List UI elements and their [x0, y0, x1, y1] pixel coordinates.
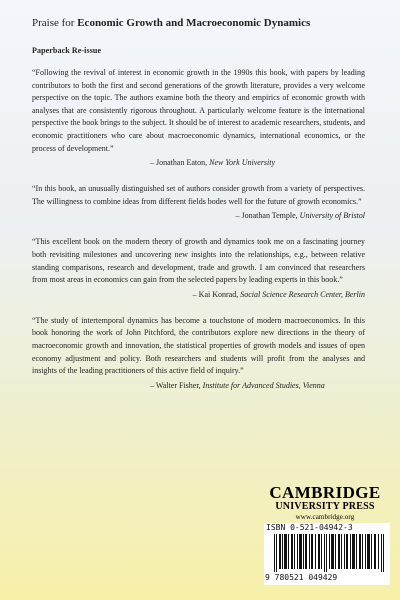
quote-text: “Following the revival of interest in economic growth in the 1990s this book, with papers by leading contributors to both the first and second generations of the growth literature, provides a very welcome perspective on the topic. The authors examine both the theory and empirics of economic growth with analyses that are consistently rigorous throughout. A particularly welcome feature is the international perspective the book brings to the subject. It should be of interest to academic researchers, students, and economic practitioners who care about macroeconomic dynamics, international economics, or the process of development.” [32, 68, 366, 153]
quote-attribution [32, 380, 365, 392]
barcode-digits: 9 780521 049429 [265, 573, 338, 582]
paperback-reissue-heading: Paperback Re-issue [32, 46, 102, 55]
quote-block [32, 183, 365, 222]
quote-author: – Kai Konrad, [192, 289, 239, 299]
book-title: Economic Growth and Macroeconomic Dynamics [77, 17, 311, 29]
quote-text: “In this book, an unusually distinguished set of authors consider growth from a variety of perspectives. The willingness to combine ideas from different fields bodes well for the future of growth economics.” [32, 184, 365, 206]
quote-author: – Jonathan Temple, [235, 211, 298, 221]
quote-affiliation: Institute for Advanced Studies, Vienna [202, 380, 325, 390]
publisher-name: CAMBRIDGE [269, 483, 381, 502]
quote-text: “The study of intertemporal dynamics has become a touchstone of modern macroeconomics. In this book honoring the work of John Pitchford, the contributors explore new directions in the theory of macroeconomic growth and innovation, the statistical properties of growth models and issues of open economy adjustment and policy. Both researchers and students will profit from the analyses and insights of the leading practitioners of this active field of inquiry.” [32, 315, 365, 376]
barcode-graphic [274, 534, 386, 572]
publisher-logo [266, 484, 384, 522]
quote-block [32, 315, 365, 392]
barcode [274, 534, 386, 572]
quote-attribution [32, 210, 365, 222]
quote-attribution [32, 289, 365, 301]
isbn-text: ISBN 0-521-04942-3 [266, 523, 353, 532]
quote-affiliation: University of Bristol [299, 211, 365, 221]
isbn-barcode-block [264, 523, 390, 585]
back-cover-content [32, 16, 365, 406]
quote-attribution [32, 157, 365, 169]
publisher-press: UNIVERSITY PRESS [275, 501, 375, 512]
quote-block [32, 236, 365, 300]
quote-author: – Jonathan Eaton, [150, 158, 208, 168]
quote-affiliation: Social Science Research Center, Berlin [240, 289, 365, 299]
praise-heading [32, 16, 365, 30]
quote-author: – Walter Fisher, [150, 380, 201, 390]
quote-block [32, 67, 365, 169]
publisher-url: www.cambridge.org [295, 513, 355, 521]
quote-affiliation: New York University [209, 158, 276, 168]
praise-prefix: Praise for [32, 17, 75, 29]
quote-text: “This excellent book on the modern theory of growth and dynamics took me on a fascinating journey both revisiting milestones and uncovering new insights into the relationships, e.g., between relative standing comparisons, research and development, trade and growth. I am convinced that researchers from most areas in economics can gain from the selected papers by leading experts in this book.” [32, 237, 365, 285]
